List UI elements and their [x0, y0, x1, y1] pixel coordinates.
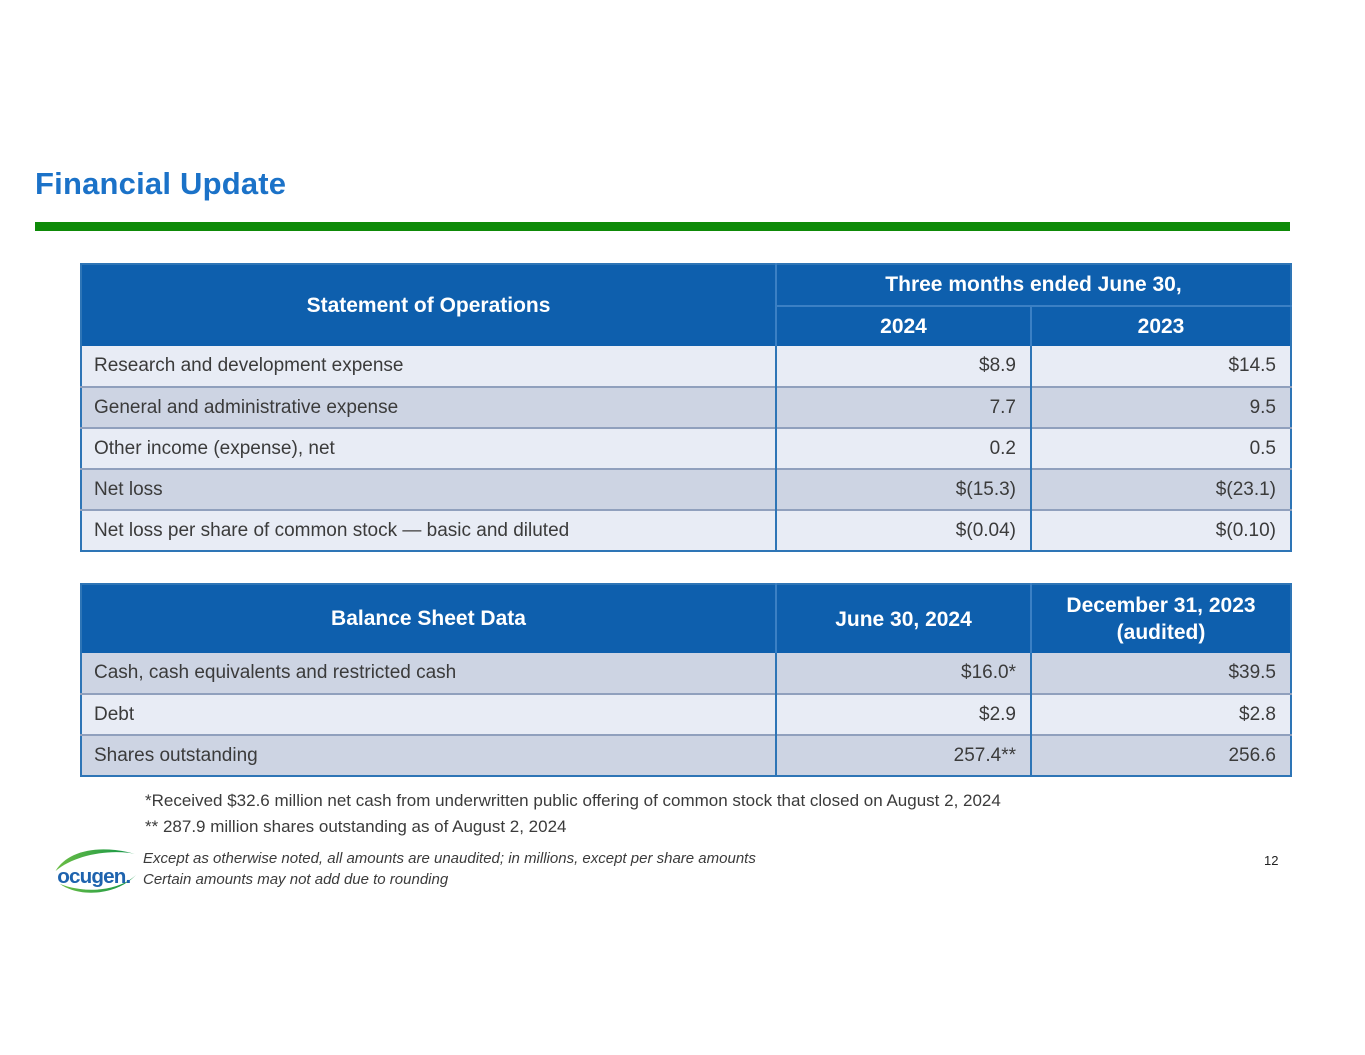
table-row [81, 735, 1291, 776]
value-2024: 0.2 [776, 428, 1031, 469]
value-december-2023: $2.8 [1031, 694, 1291, 735]
table-row [81, 387, 1291, 428]
value-2023: 9.5 [1031, 387, 1291, 428]
balance-sheet-table [80, 583, 1292, 777]
bs-col-june [776, 584, 1031, 653]
value-december-2023: 256.6 [1031, 735, 1291, 776]
bs-col-june-line1: June 30, 2024 [835, 607, 972, 631]
bs-col-december [1031, 584, 1291, 653]
bs-col-december-line1: December 31, 2023 [1066, 594, 1256, 617]
value-june-2024: $2.9 [776, 694, 1031, 735]
row-label: Net loss per share of common stock — basic and diluted [81, 510, 776, 551]
soo-title-cell: Statement of Operations [81, 264, 776, 346]
bs-header-row [81, 584, 1291, 653]
row-label: Cash, cash equivalents and restricted cash [81, 653, 776, 694]
logo-wordmark: ocugen. [57, 865, 131, 889]
statement-of-operations-table [80, 263, 1292, 552]
value-2024: $8.9 [776, 346, 1031, 387]
title-underline [35, 222, 1290, 231]
value-june-2024: 257.4** [776, 735, 1031, 776]
row-label: Debt [81, 694, 776, 735]
table-row [81, 694, 1291, 735]
row-label: Research and development expense [81, 346, 776, 387]
disclaimer-line-1: Except as otherwise noted, all amounts are unaudited; in millions, except per share amounts [143, 850, 756, 867]
soo-col-2023: 2023 [1031, 306, 1291, 346]
row-label: Net loss [81, 469, 776, 510]
table-row [81, 346, 1291, 387]
row-label: Shares outstanding [81, 735, 776, 776]
value-2023: $14.5 [1031, 346, 1291, 387]
table-row [81, 428, 1291, 469]
footnotes [145, 788, 1001, 840]
value-2024: $(0.04) [776, 510, 1031, 551]
value-2023: 0.5 [1031, 428, 1291, 469]
page-title: Financial Update [35, 166, 287, 201]
value-2024: $(15.3) [776, 469, 1031, 510]
ocugen-logo [53, 843, 139, 899]
value-2024: 7.7 [776, 387, 1031, 428]
table-row [81, 510, 1291, 551]
bs-col-december-line2: (audited) [1116, 621, 1206, 644]
soo-span-header-cell: Three months ended June 30, [776, 264, 1291, 306]
bs-title-cell: Balance Sheet Data [81, 584, 776, 653]
value-2023: $(23.1) [1031, 469, 1291, 510]
footnote-offering: *Received $32.6 million net cash from underwritten public offering of common stock that closed on August 2, 2024 [145, 791, 1001, 810]
value-june-2024: $16.0* [776, 653, 1031, 694]
row-label: General and administrative expense [81, 387, 776, 428]
value-december-2023: $39.5 [1031, 653, 1291, 694]
table-row [81, 469, 1291, 510]
table-row [81, 653, 1291, 694]
footnote-shares: ** 287.9 million shares outstanding as of August 2, 2024 [145, 817, 567, 836]
page-number: 12 [1264, 853, 1279, 868]
disclaimer [143, 848, 756, 890]
disclaimer-line-2: Certain amounts may not add due to rounding [143, 871, 449, 888]
value-2023: $(0.10) [1031, 510, 1291, 551]
soo-header-row-1 [81, 264, 1291, 306]
row-label: Other income (expense), net [81, 428, 776, 469]
soo-col-2024: 2024 [776, 306, 1031, 346]
